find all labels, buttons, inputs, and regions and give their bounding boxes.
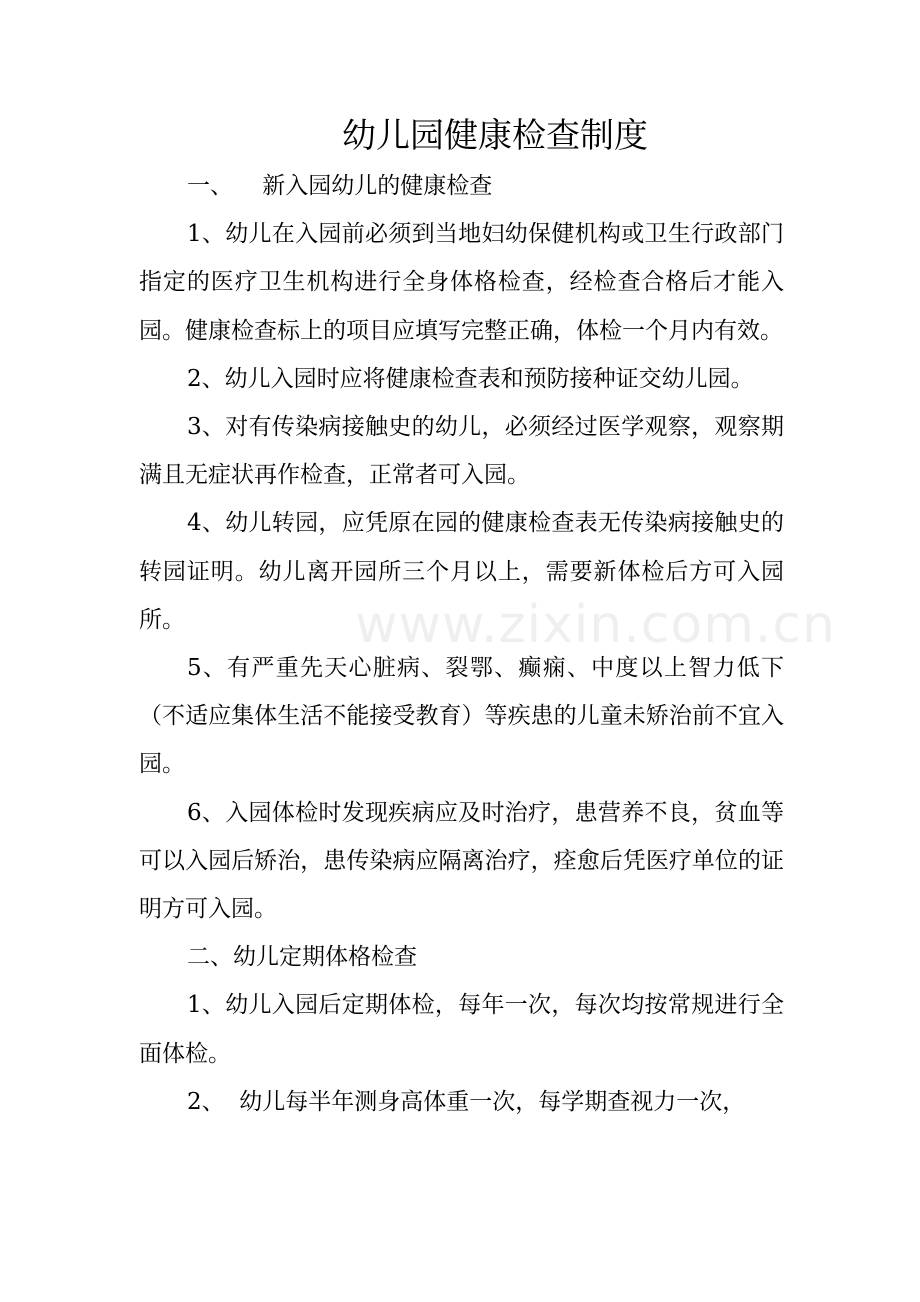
- paragraph-2-1: 1、幼儿入园后定期体检，每年一次，每次均按常规进行全面体检。: [139, 992, 784, 1067]
- paragraph-1-4: 4、幼儿转园，应凭原在园的健康检查表无传染病接触史的转园证明。幼儿离开园所三个月以上，需要新体检后方可入园所。: [139, 510, 784, 633]
- section-heading-2: 二、幼儿定期体格检查: [187, 944, 417, 971]
- paragraph-1-3: 3、对有传染病接触史的幼儿，必须经过医学观察，观察期满且无症状再作检查，正常者可入园。: [139, 414, 784, 489]
- document-title: 幼儿园健康检查制度: [342, 116, 648, 156]
- paragraph-1-1: 1、幼儿在入园前必须到当地妇幼保健机构或卫生行政部门指定的医疗卫生机构进行全身体格检查，经检查合格后才能入园。健康检查标上的项目应填写完整正确，体检一个月内有效。: [139, 221, 784, 344]
- paragraph-2-2: 2、 幼儿每半年测身高体重一次，每学期查视力一次，: [187, 1088, 746, 1115]
- paragraph-1-2: 2、幼儿入园时应将健康检查表和预防接种证交幼儿园。: [187, 365, 754, 392]
- section-heading-1: 一、 新入园幼儿的健康检查: [187, 173, 493, 199]
- watermark: www.zixin.com.cn: [355, 595, 836, 655]
- paragraph-1-5: 5、有严重先天心脏病、裂鄂、癫痫、中度以上智力低下（不适应集体生活不能接受教育）等疾患的儿童未矫治前不宜入园。: [139, 655, 784, 778]
- paragraph-1-6: 6、入园体检时发现疾病应及时治疗，患营养不良，贫血等可以入园后矫治，患传染病应隔离治疗，痊愈后凭医疗单位的证明方可入园。: [139, 799, 784, 923]
